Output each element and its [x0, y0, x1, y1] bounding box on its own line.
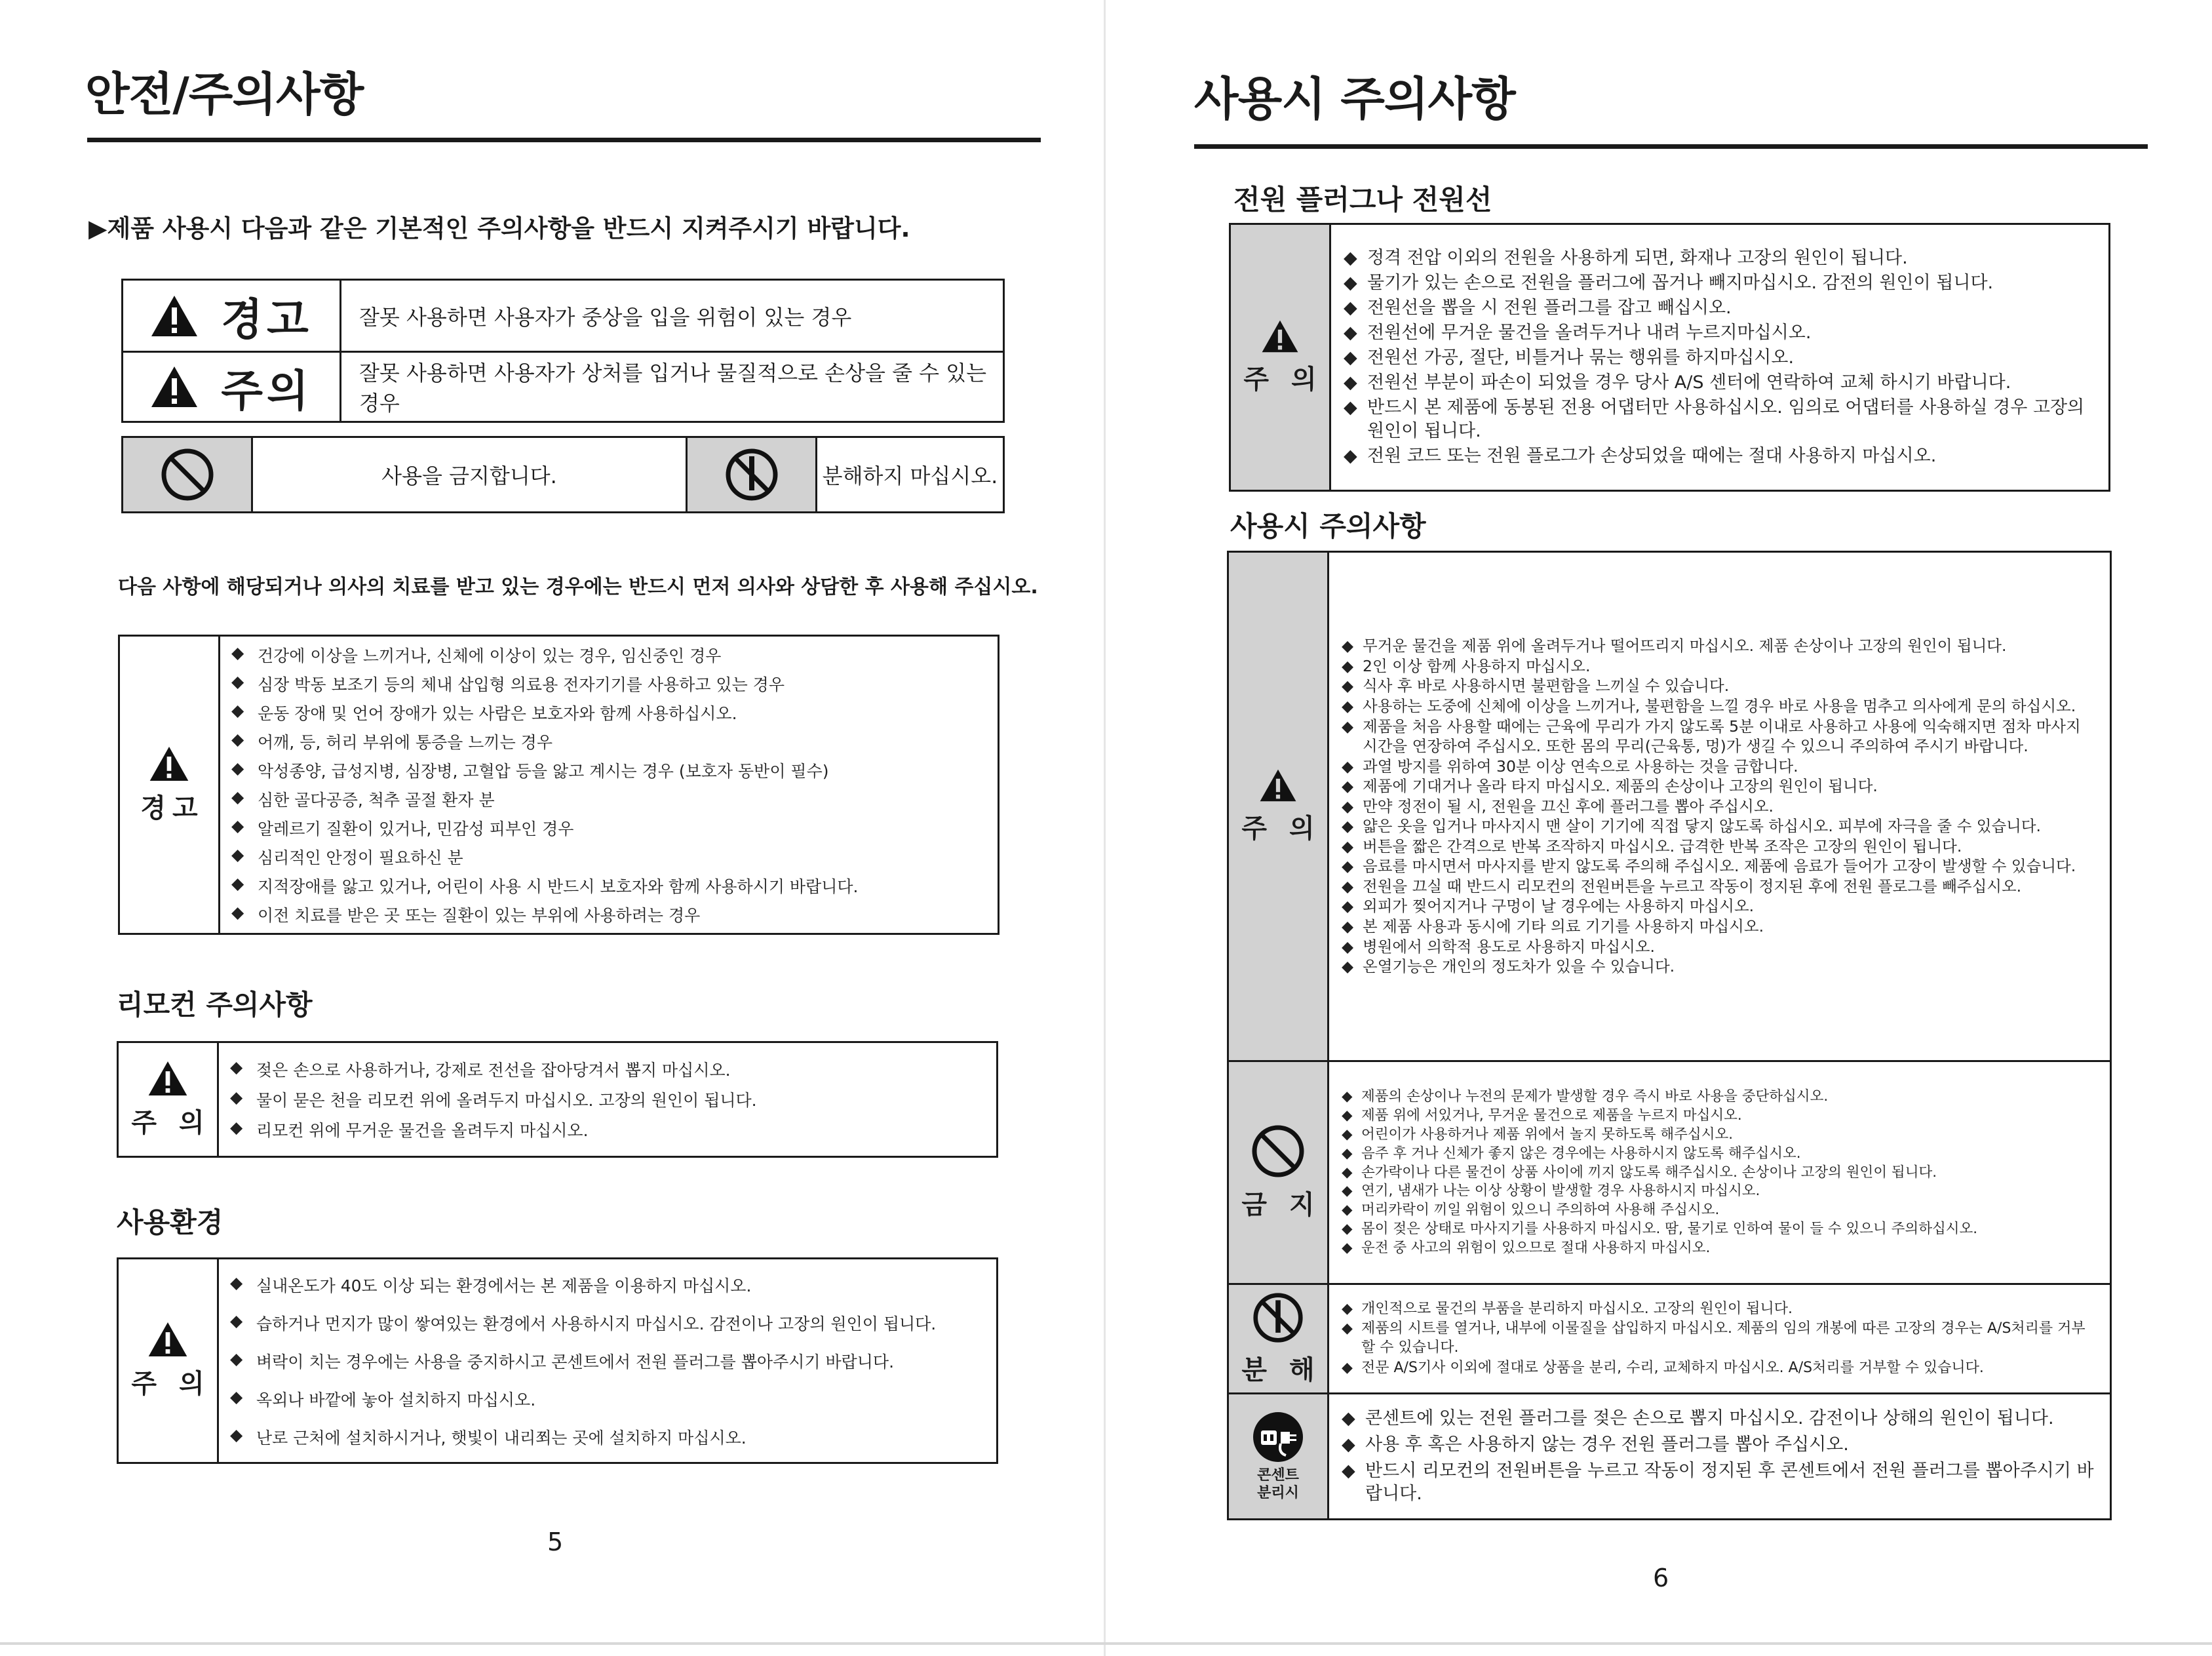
no-disassembly-icon — [1252, 1291, 1304, 1344]
list-item: ◆ 운전 중 사고의 위험이 있으므로 절대 사용하지 마십시오. — [1342, 1240, 1711, 1257]
list-item: ◆ 음주 후 거나 신체가 좋지 않은 경우에는 사용하시지 않도록 해주십시오. — [1342, 1145, 1801, 1162]
warning-description: 잘못 사용하면 사용자가 중상을 입을 위험이 있는 경우 — [359, 304, 852, 330]
list-item: ◆ 제품의 손상이나 누전의 문제가 발생할 경우 즉시 바로 사용을 중단하십시오. — [1342, 1088, 1829, 1105]
list-item: ◆ 전원선 부분이 파손이 되었을 경우 당사 A/S 센터에 연락하여 교체 하시기 바랍니다. — [1344, 372, 2011, 393]
sign-legend-table — [121, 279, 1005, 423]
page-title: 사용시 주의사항 — [1194, 72, 1515, 126]
caution-triangle-icon — [1261, 319, 1299, 353]
usage-unplug-box — [1227, 1392, 2112, 1520]
page-number: 5 — [547, 1528, 564, 1556]
list-item: ◆ 심장 박동 보조기 등의 체내 삽입형 의료용 전자기기를 사용하고 있는 경우 — [231, 672, 785, 694]
list-item: ◆ 손가락이나 다른 물건이 상품 사이에 끼지 않도록 해주십시오. 손상이나 고장의 원인이 됩니다. — [1342, 1164, 1937, 1181]
remote-heading: 리모컨 주의사항 — [117, 989, 313, 1021]
caution-sign-cell — [123, 353, 341, 421]
list-item: ◆ 버튼을 짧은 간격으로 반복 조작하지 마십시오. 급격한 반복 조작은 고장의 원인이 됩니다. — [1342, 837, 1962, 856]
title-divider — [87, 138, 1041, 142]
warning-word: 경고 — [221, 294, 313, 345]
environment-caution-label: 주 의 — [131, 1369, 211, 1399]
list-item: ◆ 연기, 냄새가 나는 이상 상황이 발생할 경우 사용하시지 마십시오. — [1342, 1183, 1760, 1200]
power-caution-label: 주 의 — [1243, 364, 1323, 395]
caution-triangle-icon — [1259, 768, 1297, 802]
usage-heading: 사용시 주의사항 — [1230, 510, 1426, 542]
prohibit-description: 사용을 금지합니다. — [253, 438, 688, 511]
list-item: ◆ 리모컨 위에 무거운 물건을 올려두지 마십시오. — [230, 1118, 589, 1140]
prohibit-list — [1342, 1062, 2097, 1283]
list-item: ◆ 어린이가 사용하거나 제품 위에서 놀지 못하도록 해주십시오. — [1342, 1126, 1734, 1143]
power-caution-list — [1344, 225, 2095, 490]
title-divider — [1194, 144, 2148, 149]
list-item: ◆ 외피가 찢어지거나 구멍이 날 경우에는 사용하지 마십시오. — [1342, 897, 1755, 916]
list-item: ◆ 무거운 물건을 제품 위에 올려두거나 떨어뜨리지 마십시오. 제품 손상이나 고장의 원인이 됩니다. — [1342, 637, 2007, 656]
environment-heading: 사용환경 — [117, 1206, 223, 1238]
list-item: ◆ 사용 후 혹은 사용하지 않는 경우 전원 플러그를 뽑아 주십시오. — [1342, 1434, 1849, 1455]
page-title: 안전/주의사항 — [85, 68, 364, 121]
list-item: ◆ 제품 위에 서있거나, 무거운 물건으로 제품을 누르지 마십시오. — [1342, 1107, 1742, 1124]
list-item: ◆ 악성종양, 급성지병, 심장병, 고혈압 등을 앓고 계시는 경우 (보호자 동반이 필수) — [231, 759, 829, 781]
disassembly-description: 분해하지 마십시오. — [822, 463, 998, 488]
list-item: ◆ 물기가 있는 손으로 전원을 플러그에 꼽거나 빼지마십시오. 감전의 원인이 됩니다. — [1344, 273, 1994, 294]
list-item: ◆ 개인적으로 물건의 부품을 분리하지 마십시오. 고장의 원인이 됩니다. — [1342, 1300, 1793, 1317]
health-warning-label-cell — [120, 637, 220, 933]
usage-disassembly-box — [1227, 1283, 2112, 1394]
disassembly-list — [1342, 1285, 2097, 1392]
remote-caution-list — [230, 1043, 983, 1156]
environment-caution-label-cell — [119, 1259, 219, 1462]
list-item: ◆ 이전 치료를 받은 곳 또는 질환이 있는 부위에 사용하려는 경우 — [231, 903, 701, 925]
health-warning-list — [231, 637, 984, 933]
prohibited-icon — [160, 447, 215, 502]
lead-instruction: ▶제품 사용시 다음과 같은 기본적인 주의사항을 반드시 지켜주시기 바랍니다. — [88, 214, 910, 243]
list-item: ◆ 정격 전압 이외의 전원을 사용하게 되면, 화재나 고장의 원인이 됩니다. — [1344, 248, 1908, 269]
environment-caution-box — [117, 1257, 998, 1464]
no-disassembly-icon — [724, 447, 779, 502]
list-item: ◆ 알레르기 질환이 있거나, 민감성 피부인 경우 — [231, 816, 574, 838]
remote-caution-label: 주 의 — [131, 1107, 211, 1138]
list-item: ◆ 과열 방지를 위하여 30분 이상 연속으로 사용하는 것을 금합니다. — [1342, 757, 1798, 776]
list-item: ◆ 운동 장애 및 언어 장애가 있는 사람은 보호자와 함께 사용하십시오. — [231, 701, 737, 723]
disassembly-label: 분 해 — [1241, 1354, 1321, 1385]
health-warning-box — [118, 635, 999, 935]
list-item: ◆ 젖은 손으로 사용하거나, 강제로 전선을 잡아당겨서 뽑지 마십시오. — [230, 1057, 731, 1080]
usage-caution-list — [1342, 553, 2097, 1060]
list-item: ◆ 전원을 끄실 때 반드시 리모컨의 전원버튼을 누르고 작동이 정지된 후에 전원 플로그를 빼주십시오. — [1342, 877, 2022, 896]
pictogram-table — [121, 436, 1005, 513]
caution-triangle-icon — [150, 365, 199, 408]
list-item: ◆ 제품을 처음 사용할 때에는 근육에 무리가 가지 않도록 5분 이내로 사용하고 사용에 익숙해지면 점차 마사지 시간을 연장하여 주십시오. 또한 몸의 무리(근육통, 멍)가 생길 수 있으니 주의하여 주시기 바랍니다. — [1342, 717, 2081, 756]
list-item: ◆ 심한 골다공증, 척추 골절 환자 분 — [231, 787, 495, 810]
usage-caution-box — [1227, 551, 2112, 1062]
list-item: ◆ 건강에 이상을 느끼거나, 신체에 이상이 있는 경우, 임신중인 경우 — [231, 643, 722, 665]
prohibit-label-cell — [1229, 1062, 1329, 1283]
warning-sign-cell — [123, 281, 341, 351]
warning-triangle-icon — [150, 294, 199, 338]
list-item: ◆ 콘센트에 있는 전원 플러그를 젖은 손으로 뽑지 마십시오. 감전이나 상해의 원인이 됩니다. — [1342, 1408, 2054, 1429]
page-number: 6 — [1653, 1564, 1669, 1592]
usage-caution-label: 주 의 — [1241, 813, 1321, 844]
list-item: ◆ 심리적인 안정이 필요하신 분 — [231, 845, 463, 867]
prohibited-icon — [1251, 1124, 1306, 1179]
list-item: ◆ 온열기능은 개인의 정도차가 있을 수 있습니다. — [1342, 957, 1675, 976]
unplug-outlet-icon — [1252, 1411, 1304, 1463]
disassembly-pictogram-cell — [688, 438, 817, 511]
list-item: ◆ 벼락이 치는 경우에는 사용을 중지하시고 콘센트에서 전원 플러그를 뽑아주시기 바랍니다. — [230, 1349, 895, 1371]
caution-word: 주의 — [221, 365, 313, 416]
disassembly-label-cell — [1229, 1285, 1329, 1392]
list-item: ◆ 물이 묻은 천을 리모컨 위에 올려두지 마십시오. 고장의 원인이 됩니다. — [230, 1088, 757, 1110]
list-item: ◆ 제품의 시트를 열거나, 내부에 이물질을 삽입하지 마십시오. 제품의 임의 개봉에 따른 고장의 경우는 A/S처리를 거부할 수 있습니다. — [1342, 1320, 2086, 1356]
prohibit-label: 금 지 — [1241, 1190, 1321, 1220]
caution-description: 잘못 사용하면 사용자가 상처를 입거나 물질적으로 손상을 줄 수 있는 경우 — [359, 361, 987, 416]
right-page — [1106, 0, 2212, 1656]
list-item: ◆ 전원선에 무거운 물건을 올려두거나 내려 누르지마십시오. — [1344, 323, 1812, 344]
remote-caution-label-cell — [119, 1043, 219, 1156]
list-item: ◆ 사용하는 도중에 신체에 이상을 느끼거나, 불편함을 느낄 경우 바로 사용을 멈추고 의사에게 문의 하십시오. — [1342, 696, 2076, 715]
caution-triangle-icon — [147, 1060, 188, 1097]
usage-caution-label-cell — [1229, 553, 1329, 1060]
list-item: ◆ 식사 후 바로 사용하시면 불편함을 느끼실 수 있습니다. — [1342, 677, 1730, 696]
list-item: ◆ 습하거나 먼지가 많이 쌓여있는 환경에서 사용하시지 마십시오. 감전이나 고장의 원인이 됩니다. — [230, 1311, 937, 1333]
list-item: ◆ 실내온도가 40도 이상 되는 환경에서는 본 제품을 이용하지 마십시오. — [230, 1272, 752, 1295]
list-item: ◆ 반드시 본 제품에 동봉된 전용 어댑터만 사용하십시오. 임의로 어댑터를 사용하실 경우 고장의 원인이 됩니다. — [1344, 397, 2085, 441]
list-item: ◆ 얇은 옷을 입거나 마사지시 맨 살이 기기에 직접 닿지 않도록 하십시오. 피부에 자극을 줄 수 있습니다. — [1342, 817, 2042, 836]
list-item: ◆ 머리카락이 끼일 위험이 있으니 주의하여 사용해 주십시오. — [1342, 1202, 1720, 1219]
list-item: ◆ 전원 코드 또는 전원 플로그가 손상되었을 때에는 절대 사용하지 마십시오. — [1344, 445, 1937, 466]
health-warning-label: 경고 — [140, 793, 204, 823]
list-item: ◆ 반드시 리모컨의 전원버튼을 누르고 작동이 정지된 후 콘센트에서 전원 플러그를 뽑아주시기 바랍니다. — [1342, 1460, 2094, 1505]
list-item: ◆ 몸이 젖은 상태로 마사지기를 사용하지 마십시오. 땀, 물기로 인하여 물이 들 수 있으니 주의하십시오. — [1342, 1221, 1978, 1238]
list-item: ◆ 전원선 가공, 절단, 비틀거나 묶는 행위를 하지마십시오. — [1344, 347, 1795, 368]
remote-caution-box — [117, 1041, 998, 1158]
list-item: ◆ 옥외나 바깥에 놓아 설치하지 마십시오. — [230, 1387, 536, 1410]
warning-triangle-icon — [149, 745, 189, 782]
list-item: ◆ 병원에서 의학적 용도로 사용하지 마십시오. — [1342, 937, 1655, 956]
list-item: ◆ 만약 정전이 될 시, 전원을 끄신 후에 플러그를 뽑아 주십시오. — [1342, 797, 1774, 816]
environment-caution-list — [230, 1259, 983, 1462]
caution-triangle-icon — [147, 1321, 188, 1358]
list-item: ◆ 난로 근처에 설치하시거나, 햇빛이 내리쬐는 곳에 설치하지 마십시오. — [230, 1425, 747, 1448]
power-heading: 전원 플러그나 전원선 — [1233, 184, 1492, 216]
unplug-label: 콘센트 분리시 — [1257, 1467, 1299, 1501]
list-item: ◆ 음료를 마시면서 마사지를 받지 않도록 주의해 주십시오. 제품에 음료가 들어가 고장이 발생할 수 있습니다. — [1342, 857, 2076, 876]
list-item: ◆ 본 제품 사용과 동시에 기타 의료 기기를 사용하지 마십시오. — [1342, 917, 1764, 936]
power-caution-box — [1229, 223, 2110, 492]
list-item: ◆ 지적장애를 앓고 있거나, 어린이 사용 시 반드시 보호자와 함께 사용하시기 바랍니다. — [231, 874, 859, 896]
prohibit-pictogram-cell — [123, 438, 253, 511]
list-item: ◆ 제품에 기대거나 올라 타지 마십시오. 제품의 손상이나 고장의 원인이 됩니다. — [1342, 777, 1878, 796]
unplug-list — [1342, 1394, 2097, 1518]
list-item: ◆ 전원선을 뽑을 시 전원 플러그를 잡고 빼십시오. — [1344, 298, 1732, 319]
list-item: ◆ 2인 이상 함께 사용하지 마십시오. — [1342, 656, 1591, 675]
doctor-consult-note: 다음 사항에 해당되거나 의사의 치료를 받고 있는 경우에는 반드시 먼저 의사와 상담한 후 사용해 주십시오. — [118, 576, 1038, 599]
usage-prohibit-box — [1227, 1060, 2112, 1285]
unplug-label-cell — [1229, 1394, 1329, 1518]
list-item: ◆ 어깨, 등, 허리 부위에 통증을 느끼는 경우 — [231, 730, 553, 752]
power-caution-label-cell — [1231, 225, 1331, 490]
list-item: ◆ 전문 A/S기사 이외에 절대로 상품을 분리, 수리, 교체하지 마십시오. A/S처리를 거부할 수 있습니다. — [1342, 1359, 1984, 1376]
